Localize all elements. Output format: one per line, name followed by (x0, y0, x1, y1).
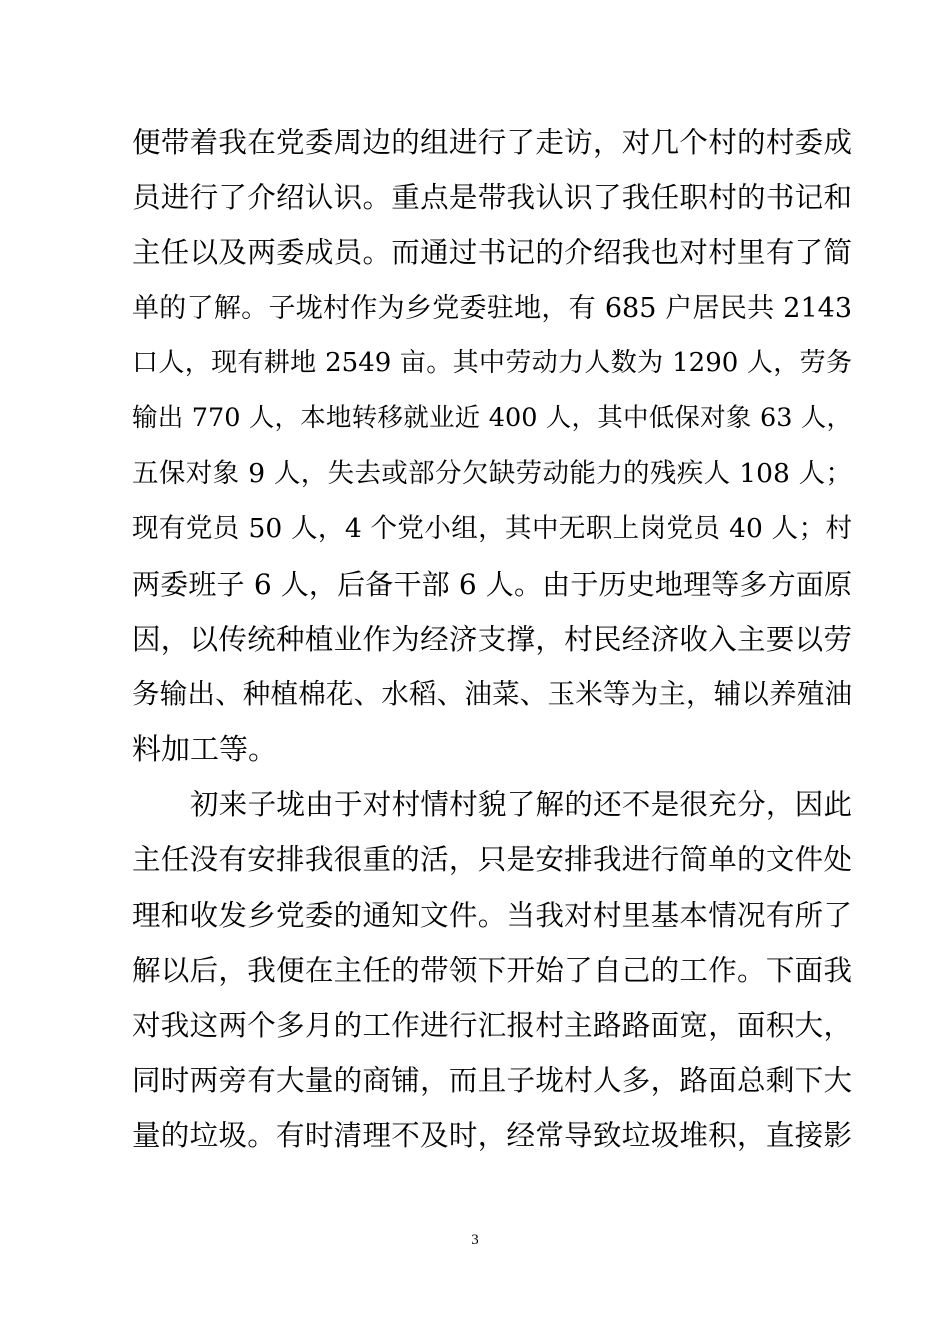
text-line: 理和收发乡党委的通知文件。当我对村里基本情况有所了 (132, 898, 852, 932)
text-line: 因，以传统种植业作为经济支撑，村民经济收入主要以劳 (132, 622, 852, 656)
text-line: 五保对象 9 人，失去或部分欠缺劳动能力的残疾人 108 人； (132, 458, 852, 490)
text-line: 同时两旁有大量的商铺，而且子垅村人多，路面总剩下大 (132, 1064, 852, 1098)
text-line: 主任没有安排我很重的活，只是安排我进行简单的文件处 (132, 843, 852, 877)
text-line: 两委班子 6 人，后备干部 6 人。由于历史地理等多方面原 (132, 567, 852, 601)
text-line: 解以后，我便在主任的带领下开始了自己的工作。下面我 (132, 953, 852, 987)
text-line: 输出 770 人，本地转移就业近 400 人，其中低保对象 63 人， (132, 402, 852, 433)
body-text (132, 115, 852, 1164)
page-number: 3 (471, 1232, 479, 1248)
text-line: 初来子垅由于对村情村貌了解的还不是很充分，因此 (190, 788, 852, 822)
text-line: 量的垃圾。有时清理不及时，经常导致垃圾堆积，直接影 (132, 1119, 852, 1153)
text-line: 便带着我在党委周边的组进行了走访，对几个村的村委成 (132, 126, 852, 159)
text-line: 对我这两个多月的工作进行汇报村主路路面宽，面积大， (132, 1009, 852, 1042)
text-line: 单的了解。子垅村作为乡党委驻地，有 685 户居民共 2143 (132, 292, 852, 324)
text-line: 务输出、种植棉花、水稻、油菜、玉米等为主，辅以养殖油 (132, 677, 852, 710)
text-line: 口人，现有耕地 2549 亩。其中劳动力人数为 1290 人，劳务 (132, 347, 852, 378)
text-line: 料加工等。 (132, 732, 278, 767)
text-line: 员进行了介绍认识。重点是带我认识了我任职村的书记和 (132, 181, 852, 215)
text-line: 现有党员 50 人，4 个党小组，其中无职上岗党员 40 人；村 (132, 513, 852, 545)
text-line: 主任以及两委成员。而通过书记的介绍我也对村里有了简 (132, 236, 852, 270)
